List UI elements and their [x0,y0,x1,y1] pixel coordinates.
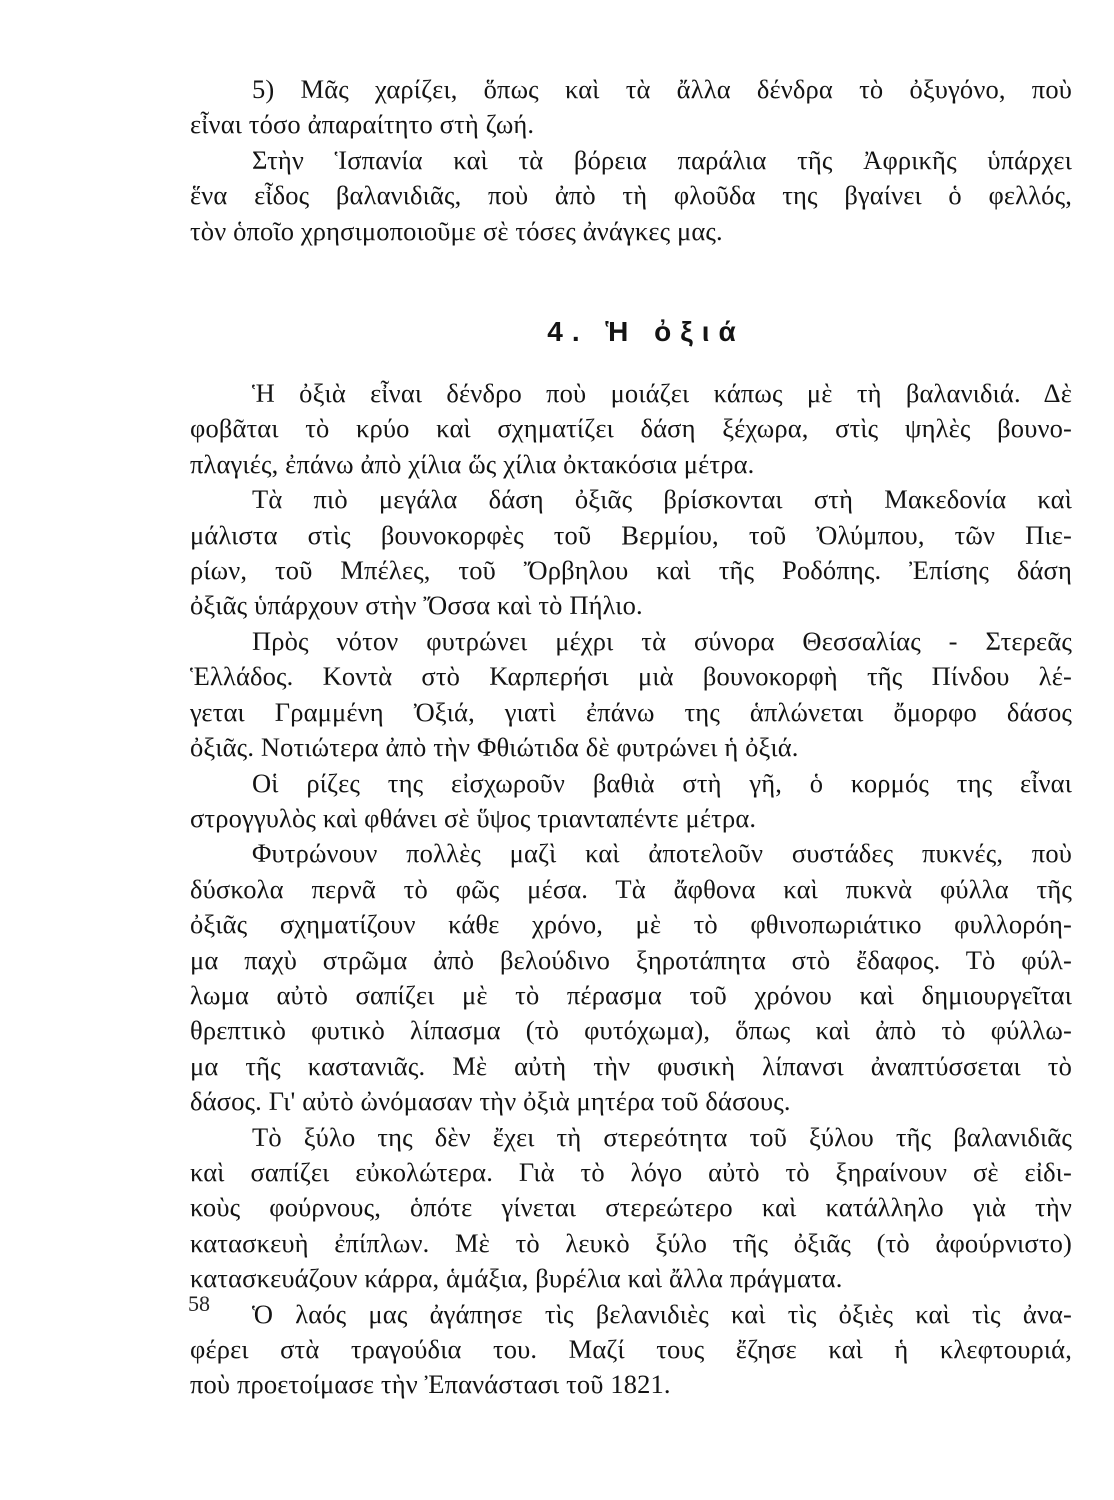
text-line: Ἑλλάδος. Κοντὰ στὸ Καρπερήσι μιὰ βουνοκορφὴ τῆς Πίνδου λέ- [190,661,1072,692]
body-paragraph-2 [190,482,1072,624]
text-line: ὀξιᾶς ὑπάρχουν στὴν Ὄσσα καὶ τὸ Πήλιο. [190,590,643,621]
text-line: ὀξιᾶς. Νοτιώτερα ἀπὸ τὴν Φθιώτιδα δὲ φυτρώνει ἡ ὀξιά. [190,732,799,763]
body-paragraph-3 [190,624,1072,766]
text-line: ρίων, τοῦ Μπέλες, τοῦ Ὄρβηλου καὶ τῆς Ροδόπης. Ἐπίσης δάση [190,555,1072,586]
text-line: φοβᾶται τὸ κρύο καὶ σχηματίζει δάση ξέχωρα, στὶς ψηλὲς βουνο- [190,413,1072,444]
text-line: 5) Μᾶς χαρίζει, ὅπως καὶ τὰ ἄλλα δένδρα τὸ ὀξυγόνο, ποὺ [252,74,1072,104]
body-paragraph-5 [190,836,1072,1119]
text-line: Ὁ λαός μας ἀγάπησε τὶς βελανιδιὲς καὶ τὶς ὀξιὲς καὶ τὶς ἀνα- [252,1298,1072,1329]
cork-paragraph [190,143,1072,249]
text-line: ὀξιᾶς σχηματίζουν κάθε χρόνο, μὲ τὸ φθινοπωριάτικο φυλλορόη- [190,909,1072,940]
text-line: Τὸ ξύλο της δὲν ἔχει τὴ στερεότητα τοῦ ξύλου τῆς βαλανιδιᾶς [252,1121,1072,1152]
text-line: δάσος. Γι' αὐτὸ ὠνόμασαν τὴν ὀξιὰ μητέρα τοῦ δάσους. [190,1086,791,1117]
text-line: καὶ σαπίζει εὐκολώτερα. Γιὰ τὸ λόγο αὐτὸ τὸ ξηραίνουν σὲ εἰδι- [190,1156,1072,1187]
body-paragraph-1 [190,376,1072,482]
text-line: γεται Γραμμένη Ὀξιά, γιατὶ ἐπάνω της ἁπλώνεται ὄμορφο δάσος [190,696,1072,727]
text-line: Οἱ ρίζες της εἰσχωροῦν βαθιὰ στὴ γῆ, ὁ κορμός της εἶναι [252,767,1072,798]
text-line: στρογγυλὸς καὶ φθάνει σὲ ὕψος τριανταπέντε μέτρα. [190,802,757,833]
text-line: μα παχὺ στρῶμα ἀπὸ βελούδινο ξηροτάπητα στὸ ἔδαφος. Τὸ φύλ- [190,944,1072,975]
text-line: ποὺ προετοίμασε τὴν Ἐπανάστασι τοῦ 1821. [190,1369,671,1400]
text-line: Στὴν Ἱσπανία καὶ τὰ βόρεια παράλια τῆς Ἀφρικῆς ὑπάρχει [252,144,1072,175]
text-line: λωμα αὐτὸ σαπίζει μὲ τὸ πέρασμα τοῦ χρόνου καὶ δημιουργεῖται [190,979,1072,1010]
text-line: Τὰ πιὸ μεγάλα δάση ὀξιᾶς βρίσκονται στὴ Μακεδονία καὶ [252,484,1072,515]
text-line: κοὺς φούρνους, ὁπότε γίνεται στερεώτερο καὶ κατάλληλο γιὰ τὴν [190,1192,1072,1223]
intro-paragraph [190,72,1072,143]
text-line: μάλιστα στὶς βουνοκορφὲς τοῦ Βερμίου, τοῦ Ὀλύμπου, τῶν Πιε- [190,519,1072,550]
section-heading: 4. Ἡ ὀξιά [547,316,745,348]
text-line: πλαγιές, ἐπάνω ἀπὸ χίλια ὥς χίλια ὀκτακόσια μέτρα. [190,448,755,479]
text-line: κατασκευὴ ἐπίπλων. Μὲ τὸ λευκὸ ξύλο τῆς ὀξιᾶς (τὸ ἀφούρνιστο) [190,1227,1072,1258]
text-line: Ἡ ὀξιὰ εἶναι δένδρο ποὺ μοιάζει κάπως μὲ τὴ βαλανιδιά. Δὲ [252,378,1072,409]
text-line: φέρει στὰ τραγούδια του. Μαζί τους ἔζησε καὶ ἡ κλεφτουριά, [190,1334,1072,1364]
document-page [190,72,1072,1403]
text-line: κατασκευάζουν κάρρα, ἁμάξια, βυρέλια καὶ ἄλλα πράγματα. [190,1263,843,1294]
text-line: μα τῆς καστανιᾶς. Μὲ αὐτὴ τὴν φυσικὴ λίπανσι ἀναπτύσσεται τὸ [190,1050,1072,1081]
body-paragraph-6 [190,1120,1072,1297]
text-line: Πρὸς νότον φυτρώνει μέχρι τὰ σύνορα Θεσσαλίας - Στερεᾶς [252,625,1072,656]
text-line: ἕνα εἶδος βαλανιδιᾶς, ποὺ ἀπὸ τὴ φλοῦδα της βγαίνει ὁ φελλός, [190,180,1072,211]
text-line: εἶναι τόσο ἀπαραίτητο στὴ ζωή. [190,109,535,140]
text-line: θρεπτικὸ φυτικὸ λίπασμα (τὸ φυτόχωμα), ὅπως καὶ ἀπὸ τὸ φύλλω- [190,1015,1072,1046]
body-paragraph-4 [190,766,1072,837]
text-line: τὸν ὁποῖο χρησιμοποιοῦμε σὲ τόσες ἀνάγκες μας. [190,215,723,246]
body-paragraph-7 [190,1297,1072,1403]
text-line: Φυτρώνουν πολλὲς μαζὶ καὶ ἀποτελοῦν συστάδες πυκνές, ποὺ [252,838,1072,869]
page-number: 58 [188,1291,210,1316]
text-line: δύσκολα περνᾶ τὸ φῶς μέσα. Τὰ ἄφθονα καὶ πυκνὰ φύλλα τῆς [190,873,1072,904]
